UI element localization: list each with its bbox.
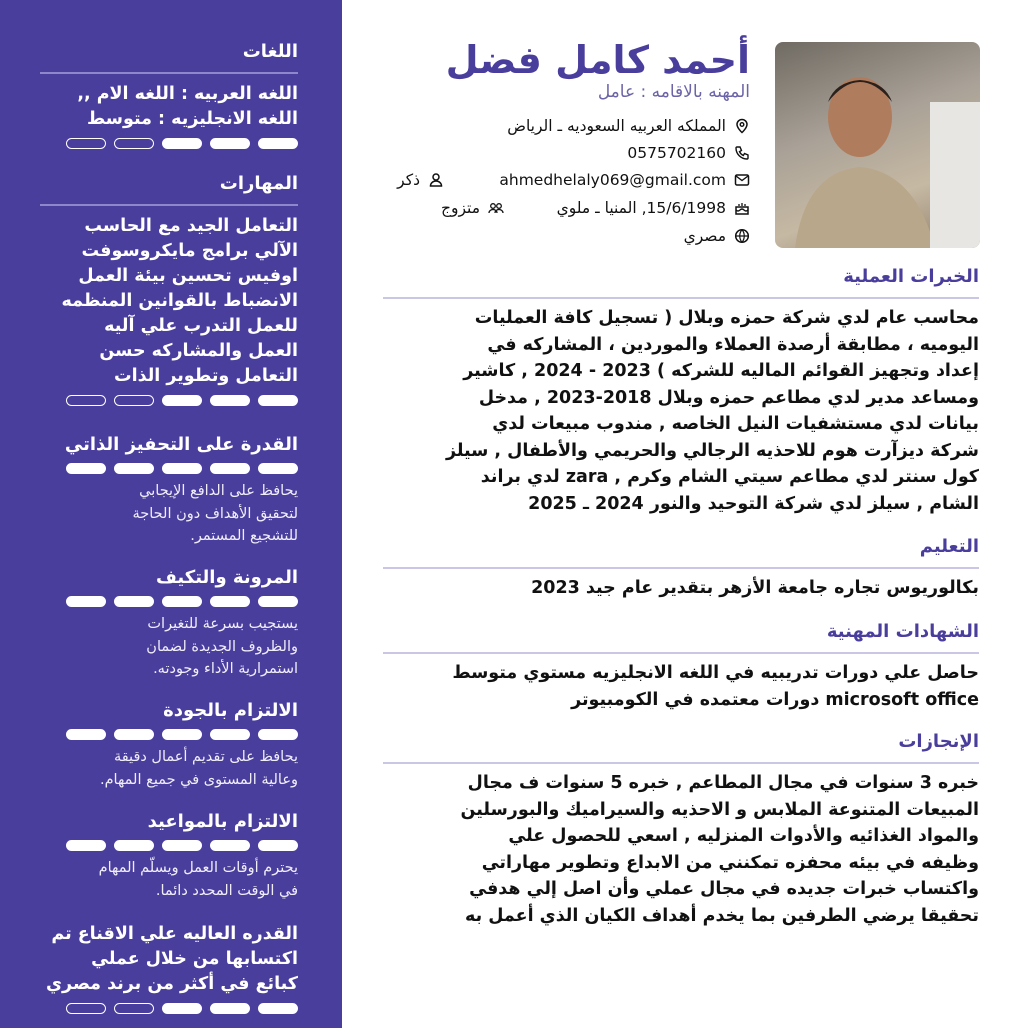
skill-line: اوفيس تحسين بيئة العمل (78, 266, 298, 286)
experience-lines (383, 305, 979, 517)
marital-row (441, 199, 504, 217)
trait-motivation (38, 433, 298, 548)
rating-pill-filled (210, 463, 250, 474)
rating-pill-empty (66, 138, 106, 149)
rating-pill-filled (162, 596, 202, 607)
persuasion-line: اكتسابها من خلال عملي (91, 949, 298, 969)
experience-line: لدي براند zara , كول سنتر لدي مطاعم سيتي الشام وكرم (480, 467, 979, 487)
skill-line: التعامل الجيد مع الحاسب (84, 216, 298, 236)
divider (383, 297, 979, 299)
language-rating (38, 138, 298, 149)
trait-title: الالتزام بالجودة (163, 700, 298, 721)
skill-lines (38, 214, 298, 389)
skill-line: الآلي برامج مايكروسوفت (81, 241, 298, 261)
skill-line: العمل والمشاركه حسن (99, 341, 298, 361)
divider (383, 762, 979, 764)
nationality-text: مصري (683, 227, 726, 245)
rating-pill-filled (258, 395, 298, 406)
rating-pill-empty (66, 395, 106, 406)
phone-icon (734, 145, 750, 161)
certificate-lines (383, 660, 979, 713)
trait-desc-line: والظروف الجديدة لضمان (146, 638, 298, 655)
education-lines (383, 575, 979, 602)
trait-rating (38, 729, 298, 740)
rating-pill-filled (162, 463, 202, 474)
education-line: بكالوريوس تجاره جامعة الأزهر بتقدير عام جيد 2023 (531, 578, 979, 598)
language-lines (38, 82, 298, 132)
rating-pill-filled (210, 596, 250, 607)
certificate-line: حاصل علي دورات تدريبيه في اللغه الانجليزيه مستوي متوسط (452, 663, 979, 683)
experience-line: بيانات لدي مستشفيات النيل الخاصه , مندوب مبيعات لدي (492, 414, 979, 434)
job-title: المهنه بالاقامه : عامل (597, 82, 750, 102)
trait-title: المرونة والتكيف (155, 567, 298, 588)
gender-text: ذكر (397, 171, 420, 189)
experience-line: محاسب عام لدي شركة حمزه وبلال ( تسجيل كافة العمليات (474, 308, 979, 328)
location-row (507, 117, 750, 135)
divider (40, 204, 298, 206)
trait-rating (38, 840, 298, 851)
trait-desc-line: وعالية المستوى في جميع المهام. (99, 771, 298, 788)
birth-row (557, 199, 750, 217)
persuasion-lines (38, 922, 298, 997)
rating-pill-filled (210, 138, 250, 149)
trait-quality (38, 699, 298, 791)
trait-title: القدرة على التحفيز الذاتي (64, 434, 298, 455)
languages-section (38, 40, 298, 155)
rating-pill-filled (66, 463, 106, 474)
rating-pill-filled (162, 138, 202, 149)
experience-line: إعداد وتجهيز القوائم الماليه للشركه ) 2023 - 2024 , كاشير (463, 361, 979, 381)
rating-pill-filled (162, 395, 202, 406)
rating-pill-filled (210, 395, 250, 406)
rating-pill-filled (66, 729, 106, 740)
achievement-line: تحقيقا يرضي الطرفين بما يخدم أهداف الكيان الذي أعمل به (464, 905, 979, 926)
trait-desc-lines (38, 613, 298, 681)
rating-pill-filled (210, 729, 250, 740)
rating-pill-empty (114, 395, 154, 406)
achievement-lines (383, 770, 979, 929)
rating-pill-filled (210, 1003, 250, 1014)
persuasion-line: كبائع في أكثر من برند مصري (46, 974, 298, 994)
rating-pill-filled (258, 729, 298, 740)
achievement-line: والمواد الغذائيه والأدوات المنزليه , اسعي للحصول علي (508, 826, 979, 846)
certificate-line: دورات معتمده في الكومبيوتر microsoft office (571, 689, 979, 710)
persuasion-line: القدره العاليه علي الاقناع تم (51, 924, 298, 944)
globe-icon (734, 228, 750, 244)
persuasion-rating (38, 1003, 298, 1014)
trait-desc-line: يحافظ على تقديم أعمال دقيقة (113, 749, 298, 765)
location-pin-icon (734, 118, 750, 134)
divider (40, 72, 298, 74)
birth-text: 15/6/1998, المنيا ـ ملوي (556, 199, 726, 217)
rating-pill-filled (162, 1003, 202, 1014)
trait-flexibility (38, 566, 298, 681)
trait-rating (38, 463, 298, 474)
skill-line: للعمل التدرب علي آليه (104, 316, 298, 336)
rating-pill-filled (66, 840, 106, 851)
achievement-line: واكتساب خبرات جديده في مجال عملي وأن اصل إلي هدفي (469, 879, 979, 899)
name: أحمد كامل فضل (445, 38, 750, 82)
people-icon (488, 200, 504, 216)
profile-photo (775, 42, 980, 248)
education-heading: التعليم (919, 536, 979, 557)
trait-desc-line: استمرارية الأداء وجودته. (153, 661, 298, 677)
rating-pill-filled (258, 1003, 298, 1014)
rating-pill-filled (162, 729, 202, 740)
trait-desc-line: في الوقت المحدد دائما. (155, 882, 298, 899)
trait-desc-lines (38, 857, 298, 902)
experience-line: الشام , سيلز لدي شركة التوحيد والنور 2024 ـ 2025 (528, 493, 979, 514)
achievements-section (383, 730, 979, 929)
persuasion-section (38, 922, 298, 1020)
mail-icon (734, 172, 750, 188)
rating-pill-filled (114, 840, 154, 851)
trait-punctuality (38, 810, 298, 902)
skill-line: الانضباط بالقوانين المنظمه (61, 291, 298, 311)
rating-pill-filled (114, 596, 154, 607)
certificates-heading: الشهادات المهنية (826, 621, 979, 642)
achievement-line: خبره 3 سنوات في مجال المطاعم , خبره 5 سنوات ف مجال (467, 773, 979, 793)
nationality-row (684, 227, 750, 245)
divider (383, 652, 979, 654)
experience-heading: الخبرات العملية (843, 266, 979, 287)
achievements-heading: الإنجازات (898, 731, 979, 752)
gender-row (397, 171, 444, 189)
trait-desc-line: يحافظ على الدافع الإيجابي (139, 483, 298, 499)
rating-pill-filled (258, 840, 298, 851)
achievement-line: وظيفه في بيئه محفزه تمكنني من الابداع وتطوير مهاراتي (481, 852, 979, 873)
experience-section (383, 265, 979, 517)
certificates-section (383, 620, 979, 713)
language-line: اللغه العربيه : اللغه الام ,, (77, 84, 298, 104)
trait-rating (38, 596, 298, 607)
rating-pill-empty (66, 1003, 106, 1014)
trait-desc-lines (38, 480, 298, 548)
education-section (383, 535, 979, 602)
rating-pill-filled (114, 463, 154, 474)
skill-line: التعامل وتطوير الذات (114, 366, 298, 386)
rating-pill-filled (114, 729, 154, 740)
marital-text: متزوج (440, 199, 480, 217)
skills-heading: المهارات (219, 173, 298, 194)
rating-pill-filled (210, 840, 250, 851)
rating-pill-empty (114, 1003, 154, 1014)
skills-section (38, 172, 298, 412)
languages-heading: اللغات (242, 41, 298, 62)
experience-line: ومساعد مدير لدي مطاعم حمزه وبلال 2018-2023 , مدخل (478, 387, 979, 408)
phone-row (627, 144, 750, 162)
trait-desc-line: للتشجيع المستمر. (190, 528, 298, 544)
rating-pill-filled (258, 463, 298, 474)
rating-pill-filled (162, 840, 202, 851)
trait-desc-line: لتحقيق الأهداف دون الحاجة (132, 505, 298, 522)
phone-text: 0575702160 (627, 144, 726, 162)
cake-icon (734, 200, 750, 216)
sidebar (0, 0, 342, 1028)
location-text: المملكه العربيه السعوديه ـ الرياض (507, 117, 726, 135)
rating-pill-filled (66, 596, 106, 607)
experience-line: شركة ديزآرت هوم للاحذيه الرجالي والحريمي والأطفال , سيلز (445, 440, 979, 461)
trait-title: الالتزام بالمواعيد (147, 811, 298, 832)
achievement-line: المبيعات المتنوعة الملابس و الاحذيه والسيراميك والبورسلين (460, 799, 979, 820)
rating-pill-empty (114, 138, 154, 149)
experience-line: اليوميه ، مطابقة أرصدة العملاء والموردين ، المشاركه في (487, 334, 979, 355)
skills-rating (38, 395, 298, 406)
email-text[interactable]: ahmedhelaly069@gmail.com (499, 171, 726, 189)
trait-desc-lines (38, 746, 298, 791)
divider (383, 567, 979, 569)
person-icon (428, 172, 444, 188)
language-line: اللغه الانجليزيه : متوسط (87, 109, 298, 129)
trait-desc-line: يستجيب بسرعة للتغيرات (147, 616, 298, 632)
rating-pill-filled (258, 596, 298, 607)
trait-desc-line: يحترم أوقات العمل ويسلّم المهام (98, 860, 298, 876)
rating-pill-filled (258, 138, 298, 149)
email-row (499, 171, 750, 189)
